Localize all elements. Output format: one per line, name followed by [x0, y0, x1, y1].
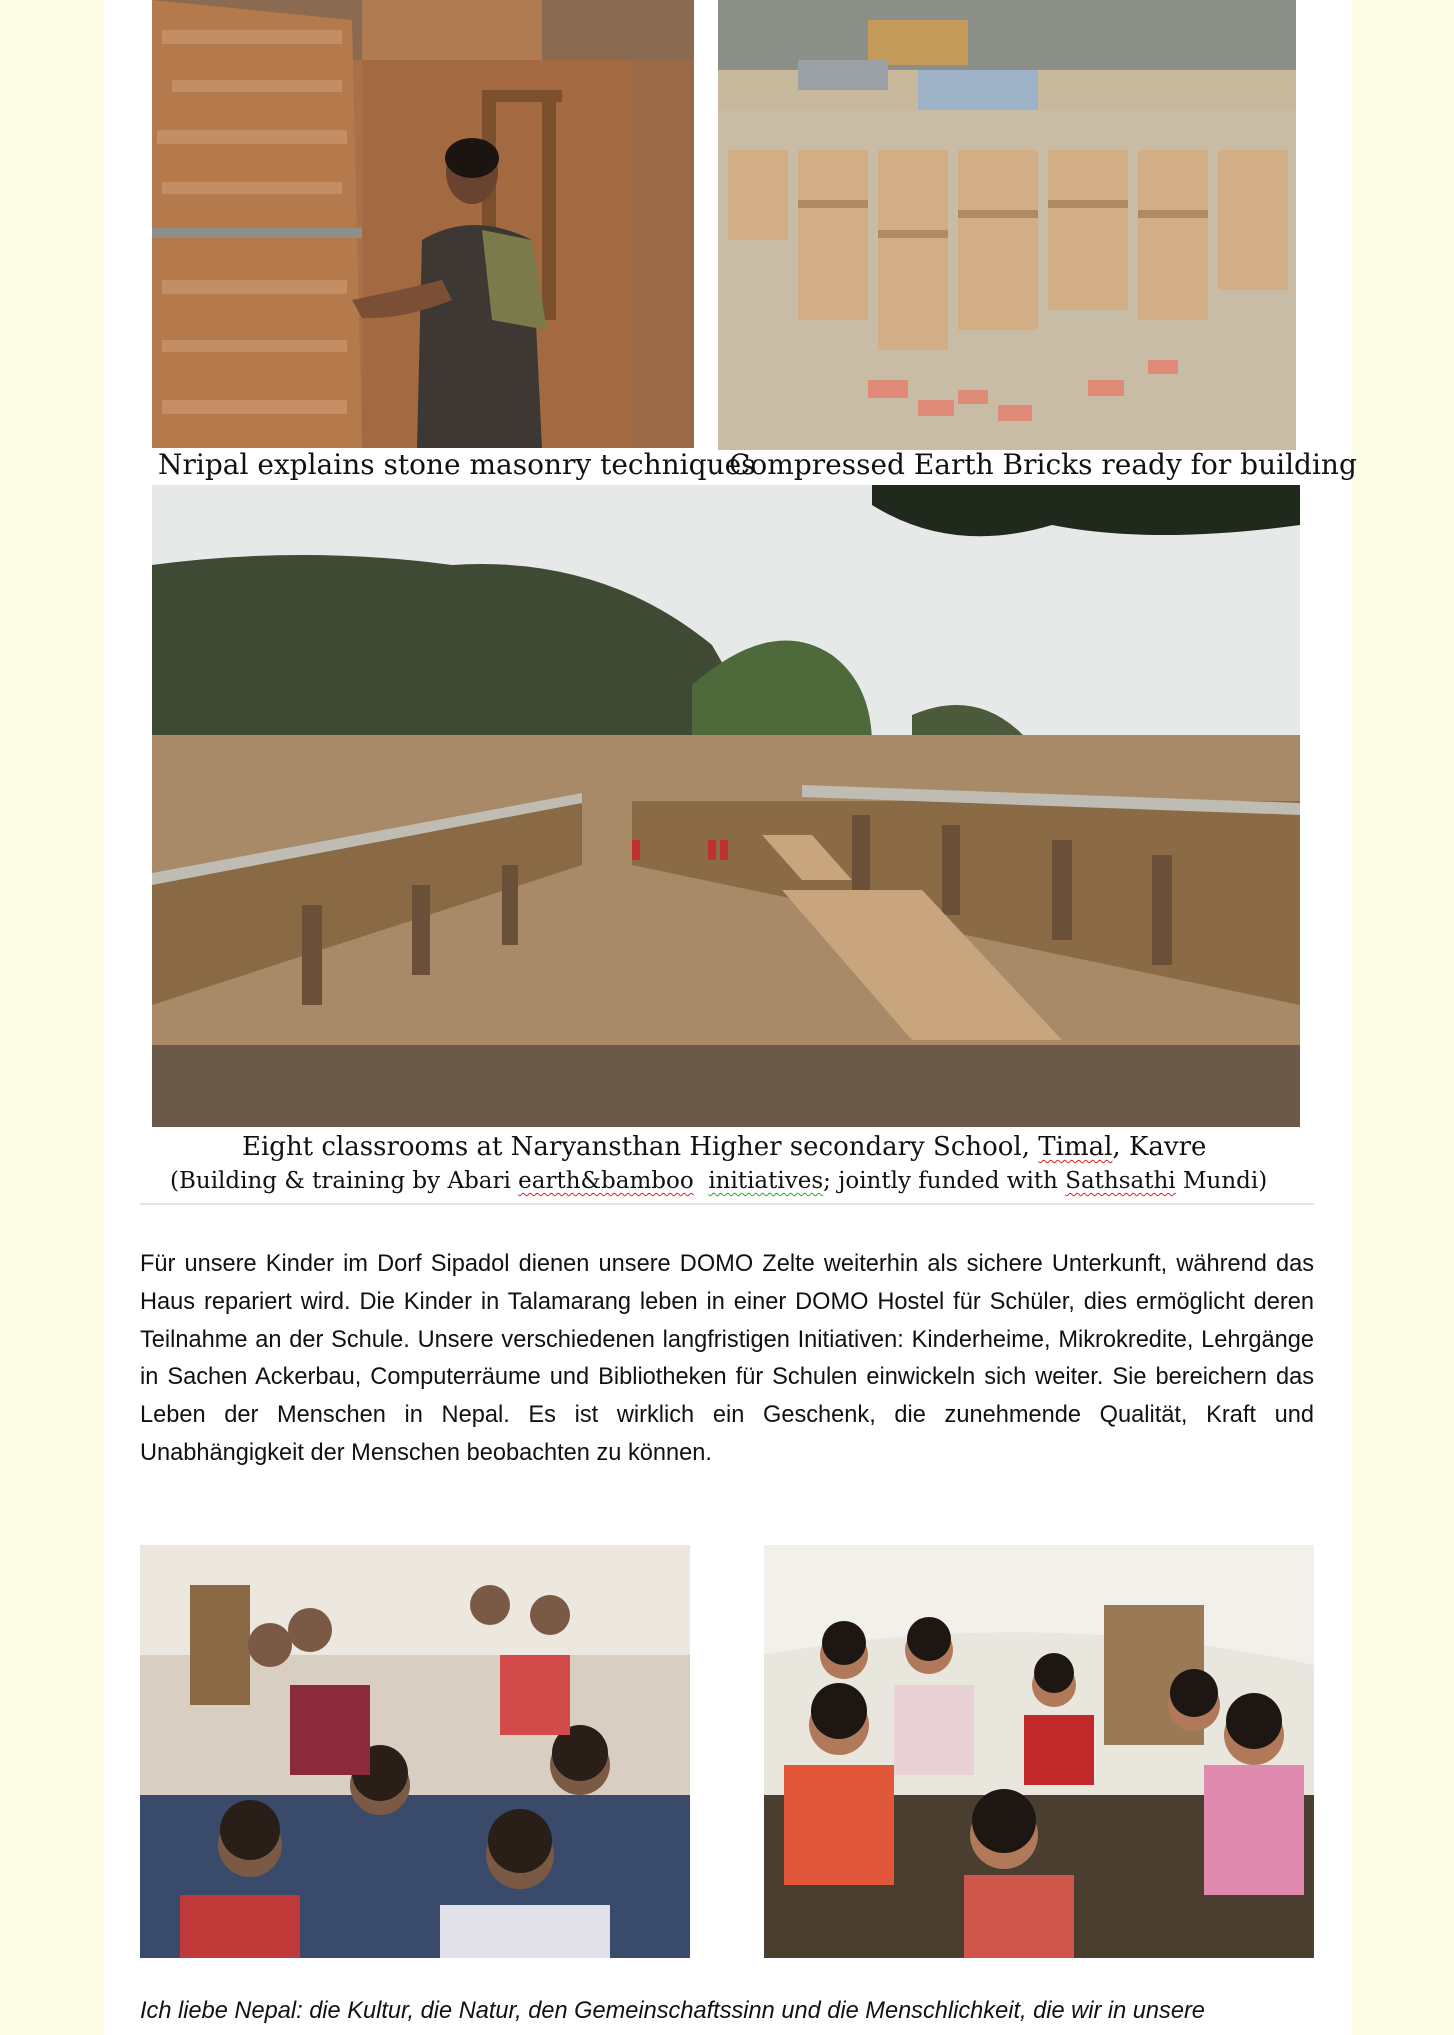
caption-text: , Kavre — [1112, 1132, 1207, 1162]
masonry-caption: Nripal explains stone masonry techniques — [158, 448, 756, 481]
classrooms-caption-line2 — [170, 1168, 1267, 1194]
caption-text: initiatives — [708, 1168, 824, 1194]
masonry-photo — [152, 0, 694, 448]
caption-text: earth&bamboo — [518, 1168, 694, 1194]
closing-paragraph: Ich liebe Nepal: die Kultur, die Natur, den Gemeinschaftssinn und die Menschlichkeit, die wir in unsere — [140, 1998, 1205, 2024]
body-paragraph: Für unsere Kinder im Dorf Sipadol dienen unsere DOMO Zelte weiterhin als sichere Unterkunft, während das Haus repariert wird. Die Kinder in Talamarang leben in einer DOMO Hostel für Schüler, dies ermöglicht deren Teilnahme an der Schule. Unsere verschiedenen langfristigen Initiativen: Kinderheime, Mikrokredite, Lehrgänge in Sachen Ackerbau, Computerräume und Bibliotheken für Schulen einwickeln sich weiter. Sie bereichern das Leben der Menschen in Nepal. Es ist wirklich ein Geschenk, die zunehmende Qualität, Kraft und Unabhängigkeit der Menschen beobachten zu können. — [140, 1251, 1314, 1466]
caption-text: Eight classrooms at Naryansthan Higher secondary School, — [242, 1132, 1039, 1162]
classrooms-photo — [152, 485, 1300, 1127]
section-divider — [140, 1203, 1314, 1205]
caption-text: Sathsathi — [1065, 1168, 1176, 1194]
classrooms-caption-line1 — [242, 1132, 1206, 1162]
caption-text — [694, 1168, 709, 1194]
caption-text: ; jointly funded with — [823, 1168, 1066, 1194]
bricks-caption: Compressed Earth Bricks ready for building — [729, 448, 1357, 481]
caption-text: Mundi) — [1175, 1168, 1268, 1194]
caption-text: Timal — [1038, 1132, 1113, 1162]
kids-tent-photo — [764, 1545, 1314, 1958]
kids-study-photo — [140, 1545, 690, 1958]
caption-text: (Building & training by Abari — [170, 1168, 519, 1194]
bricks-photo — [718, 0, 1296, 450]
